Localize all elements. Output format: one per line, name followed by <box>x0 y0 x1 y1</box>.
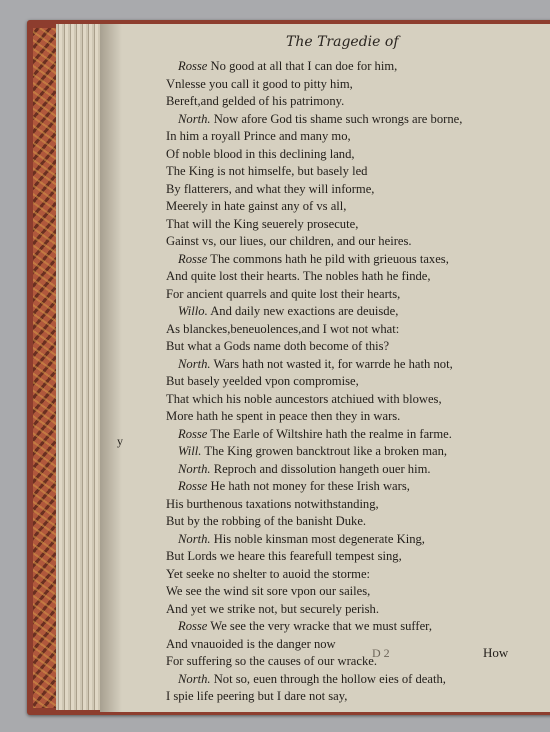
line-text: In him a royall Prince and many mo, <box>166 129 351 143</box>
page-edges <box>56 24 104 710</box>
text-line <box>166 163 516 181</box>
text-line <box>166 286 516 304</box>
speaker-name: Willo. <box>178 304 208 318</box>
line-text: Reproch and dissolution hangeth ouer him. <box>210 461 431 476</box>
line-text: But basely yeelded vpon compromise, <box>166 374 359 388</box>
text-line <box>166 653 516 671</box>
text-line <box>166 93 516 111</box>
speaker-name: Rosse <box>178 619 208 633</box>
line-text: That will the King seuerely prosecute, <box>166 216 359 231</box>
line-text: Now afore God tis shame such wrongs are borne, <box>210 111 463 126</box>
signature-mark: D 2 <box>372 646 390 660</box>
text-line <box>166 443 516 461</box>
line-text: By flatterers, and what they will informe, <box>166 181 375 196</box>
line-text: But by the robbing of the banisht Duke. <box>166 514 367 528</box>
text-line <box>166 548 516 566</box>
margin-mark: y <box>117 434 123 448</box>
line-text: The King growen bancktrout like a broken man, <box>201 444 448 458</box>
speaker-name: North. <box>178 671 211 686</box>
text-block <box>166 58 516 706</box>
text-line <box>166 531 516 549</box>
line-text: And daily new exactions are deuisde, <box>207 304 399 318</box>
text-line <box>166 128 516 146</box>
line-text: Bereft,and gelded of his patrimony. <box>166 94 345 108</box>
text-line <box>166 146 516 164</box>
line-text: No good at all that I can doe for him, <box>207 59 398 73</box>
speaker-name: North. <box>178 356 211 371</box>
text-line <box>166 216 516 234</box>
speaker-name: Rosse <box>178 426 208 441</box>
text-line <box>166 181 516 199</box>
line-text: Vnlesse you call it good to pitty him, <box>166 76 353 91</box>
speaker-name: Rosse <box>178 59 208 73</box>
text-line <box>166 566 516 584</box>
line-text: I spie life peering but I dare not say, <box>166 689 348 703</box>
line-text: His burthenous taxations notwithstanding, <box>166 496 379 511</box>
line-text: We see the very wracke that we must suffer, <box>207 619 433 633</box>
text-line <box>166 461 516 479</box>
text-line <box>166 338 516 356</box>
text-line <box>166 426 516 444</box>
speaker-name: Rosse <box>178 251 208 266</box>
line-text: And quite lost their hearts. The nobles hath he finde, <box>166 269 431 283</box>
text-line <box>166 76 516 94</box>
line-text: For suffering so the causes of our wracke. <box>166 654 378 668</box>
speaker-name: North. <box>178 531 211 546</box>
text-line <box>166 233 516 251</box>
text-line <box>166 58 516 76</box>
text-line <box>166 636 516 654</box>
line-text: Wars hath not wasted it, for warrde he hath not, <box>210 356 453 371</box>
speaker-name: North. <box>178 111 211 126</box>
text-line <box>166 251 516 269</box>
catchword: How <box>483 645 509 660</box>
text-line <box>166 408 516 426</box>
line-text: The King is not himselfe, but basely led <box>166 164 368 178</box>
line-text: The commons hath he pild with grieuous taxes, <box>207 251 449 266</box>
text-line <box>166 303 516 321</box>
line-text: As blanckes,beneuolences,and I wot not what: <box>166 321 400 336</box>
text-line <box>166 321 516 339</box>
text-line <box>166 478 516 496</box>
running-header: The Tragedie of <box>286 34 399 50</box>
text-line <box>166 496 516 514</box>
text-line <box>166 356 516 374</box>
line-text: Gainst vs, our liues, our children, and our heires. <box>166 234 412 248</box>
text-line <box>166 268 516 286</box>
line-text: But Lords we heare this fearefull tempest sing, <box>166 549 402 563</box>
line-text: We see the wind sit sore vpon our sailes, <box>166 584 371 598</box>
speaker-name: Rosse <box>178 479 208 493</box>
speaker-name: North. <box>178 461 211 476</box>
marbled-endpaper <box>33 28 57 708</box>
speaker-name: Will. <box>178 444 202 458</box>
text-line <box>166 513 516 531</box>
text-line <box>166 671 516 689</box>
line-text: And yet we strike not, but securely perish. <box>166 601 379 616</box>
line-text: Not so, euen through the hollow eies of death, <box>210 671 446 686</box>
line-text: Yet seeke no shelter to auoid the storme: <box>166 566 371 581</box>
line-text: His noble kinsman most degenerate King, <box>210 531 425 546</box>
text-line <box>166 373 516 391</box>
line-text: More hath he spent in peace then they in wars. <box>166 409 401 423</box>
line-text: Meerely in hate gainst any of vs all, <box>166 199 347 213</box>
text-line <box>166 583 516 601</box>
line-text: Of noble blood in this declining land, <box>166 146 355 161</box>
line-text: For ancient quarrels and quite lost their hearts, <box>166 286 401 301</box>
line-text: And vnauoided is the danger now <box>166 636 336 651</box>
text-line <box>166 618 516 636</box>
line-text: That which his noble auncestors atchiued with blowes, <box>166 391 442 406</box>
text-line <box>166 391 516 409</box>
text-line <box>166 601 516 619</box>
line-text: The Earle of Wiltshire hath the realme in farme. <box>207 426 452 441</box>
text-line <box>166 688 516 706</box>
text-line <box>166 198 516 216</box>
line-text: He hath not money for these Irish wars, <box>207 479 410 493</box>
line-text: But what a Gods name doth become of this? <box>166 339 390 353</box>
text-line <box>166 111 516 129</box>
